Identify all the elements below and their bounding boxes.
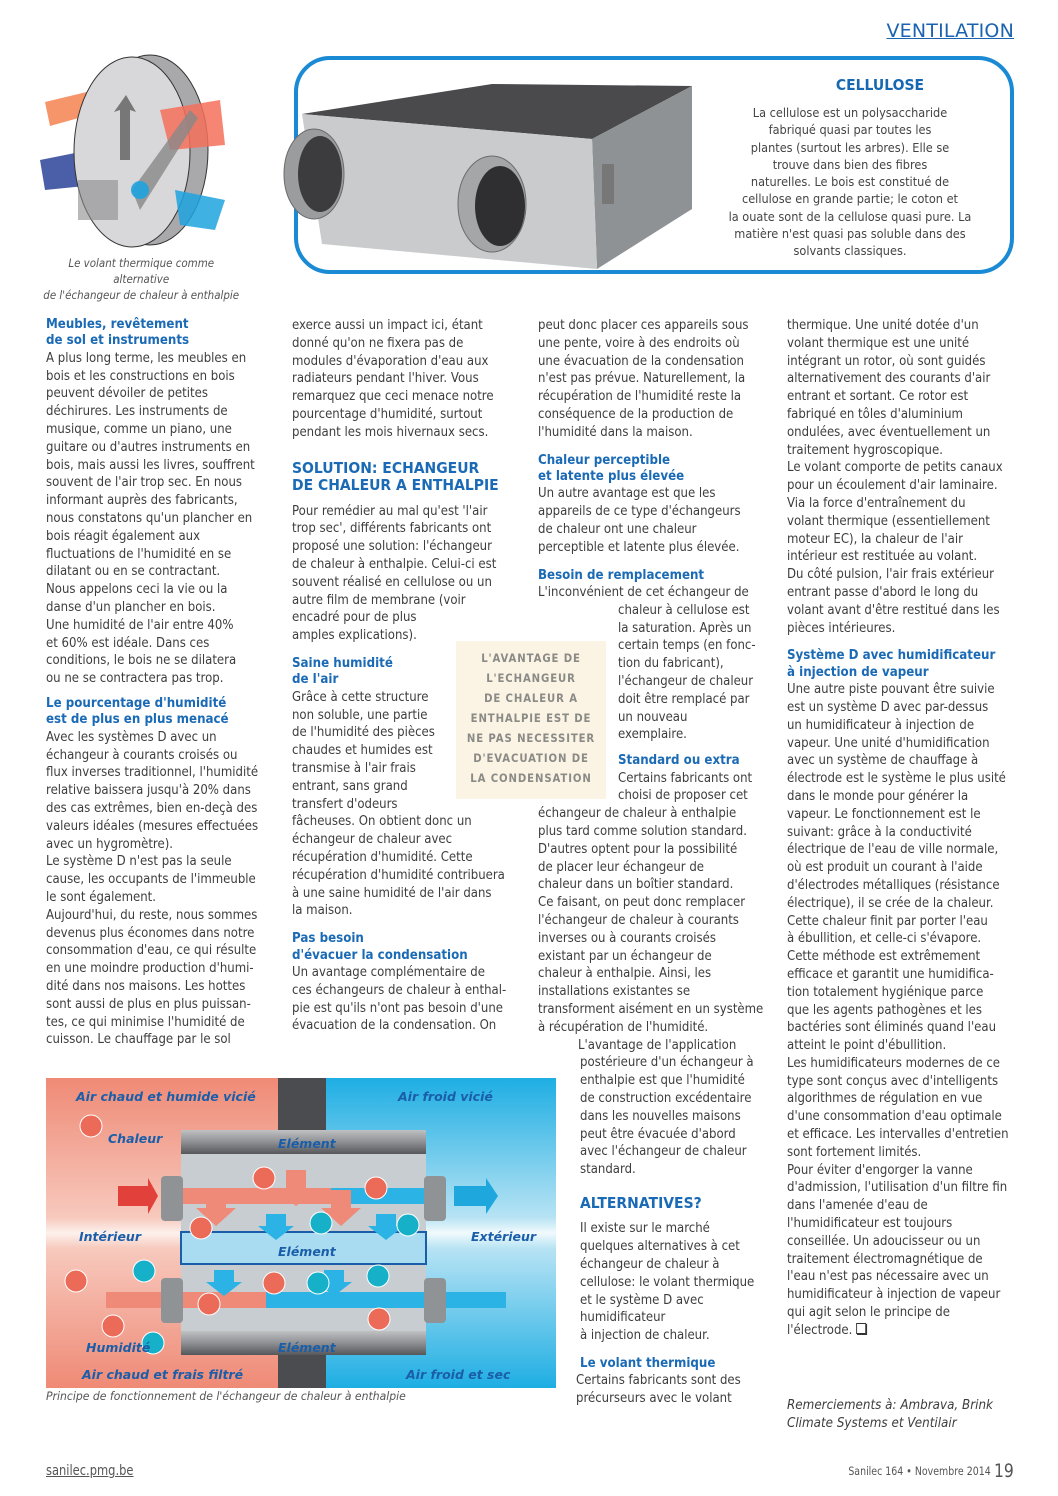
text-line: et le système D avec bbox=[580, 1292, 704, 1308]
text-line: bois, mais aussi les livres, souffrent bbox=[46, 457, 255, 473]
text-line: cause, les occupants de l'immeuble bbox=[46, 872, 256, 888]
text-line: de placer leur échangeur de bbox=[538, 859, 705, 875]
text-line: une pente, voire à des endroits où bbox=[538, 335, 740, 351]
heading-saine: Saine humidité de l'air bbox=[292, 655, 393, 688]
text-line: d'électrodes métalliques (résistance bbox=[787, 877, 1000, 893]
text-line: Pour éviter d'engorger la vanne bbox=[787, 1162, 973, 1178]
quote-line: L'AVANTAGE DE bbox=[481, 651, 581, 665]
text-line: Il existe sur le marché bbox=[580, 1221, 710, 1237]
text-line: et 60% est idéale. Dans ces bbox=[46, 635, 210, 651]
caption-line: Le volant thermique comme alternative bbox=[68, 257, 215, 286]
text-line: où est produit un courant à l'aide bbox=[787, 860, 983, 876]
enthalpy-exchanger-diagram bbox=[46, 1078, 556, 1388]
quote-line: LA CONDENSATION bbox=[470, 771, 592, 785]
text-line: Grâce à cette structure bbox=[292, 689, 429, 705]
warm-duct-bottom bbox=[106, 1292, 266, 1308]
paragraph-meubles bbox=[46, 350, 281, 688]
text-line: informant auprès des fabricants, bbox=[46, 493, 238, 509]
text-line: évacuation de la condensation. On bbox=[292, 1018, 497, 1034]
text-line: chaleur à cellulose est bbox=[618, 602, 750, 618]
label-element-middle: Elément bbox=[278, 1244, 336, 1259]
text-line: n'est pas prévue. Naturellement, la bbox=[538, 371, 746, 387]
text-line: pendant les mois hivernaux secs. bbox=[292, 424, 489, 440]
text-line: perceptible et latente plus élevée. bbox=[538, 539, 740, 555]
text-line: Certains fabricants ont bbox=[618, 770, 753, 786]
heading-meubles: Meubles, revêtement de sol et instruments bbox=[46, 317, 190, 349]
text-line: pourcentage d'humidité, surtout bbox=[292, 406, 483, 422]
text-line: l'humidificateur est toujours bbox=[787, 1216, 953, 1232]
text-line: la ouate sont de la cellulose quasi pure. La bbox=[728, 208, 972, 224]
text-line: est un système D avec par-dessus bbox=[787, 699, 989, 715]
text-line: donné qu'on ne fixera pas de bbox=[292, 335, 464, 351]
text-line: l'échangeur de chaleur à courants bbox=[538, 912, 739, 928]
text-line: traitement électromagnétique de bbox=[787, 1251, 983, 1267]
text-line: autre film de membrane (voir bbox=[292, 592, 466, 608]
text-line: naturelles. Le bois est constitué de bbox=[750, 174, 950, 190]
text-line: Nous appelons ceci la vie ou la bbox=[46, 582, 228, 598]
quote-line: NE PAS NECESSITER bbox=[466, 731, 596, 745]
text-line: non soluble, une partie bbox=[292, 707, 428, 723]
text-line: électrique), il se crée de la chaleur. bbox=[787, 895, 994, 911]
text-line: et efficace. Les intervalles d'entretien bbox=[787, 1127, 1009, 1143]
text-line: Via la force d'entraînement du bbox=[787, 495, 966, 511]
text-line: échangeur de chaleur à enthalpie bbox=[538, 806, 737, 822]
paragraph-continued bbox=[538, 317, 773, 442]
quote-line: DE CHALEUR A bbox=[484, 691, 578, 705]
paragraph-standard bbox=[538, 805, 773, 1036]
end-of-article-icon bbox=[856, 1323, 866, 1334]
website-link[interactable]: sanilec.pmg.be bbox=[46, 1463, 134, 1479]
text-line: proposé une solution: l'échangeur bbox=[292, 539, 492, 555]
text-line: relative baissera jusqu'à 20% dans bbox=[46, 783, 251, 799]
text-line: radiateurs pendant l'hiver. Vous bbox=[292, 371, 479, 387]
page-number: 19 bbox=[994, 1460, 1014, 1482]
text-line: à ébullition, et celle-ci s'évapore. bbox=[787, 931, 982, 947]
text-line: précurseurs avec le volant bbox=[576, 1391, 732, 1407]
text-line: à une saine humidité de l'air dans bbox=[292, 885, 492, 901]
text-line: Les humidificateurs modernes de ce bbox=[787, 1055, 1001, 1071]
column-3 bbox=[538, 317, 773, 1408]
heading-pourcentage: Le pourcentage d'humidité est de plus en plus menacé bbox=[46, 695, 229, 728]
text-line: postérieure d'un échangeur à bbox=[580, 1055, 754, 1071]
text-line: avec l'échangeur de chaleur bbox=[580, 1144, 747, 1160]
text-line: plus tard comme solution standard. bbox=[538, 823, 747, 839]
text-line: Un autre avantage est que les bbox=[538, 486, 716, 502]
text-line: pièces intérieures. bbox=[787, 620, 896, 636]
heading-standard: Standard ou extra bbox=[618, 753, 740, 769]
quote-line: L'ECHANGEUR bbox=[486, 671, 576, 685]
text-line: efficace et garantit une humidifica- bbox=[787, 966, 994, 982]
text-line: d'une consommation d'eau optimale bbox=[787, 1109, 1002, 1125]
text-line: enthalpie est que l'humidité bbox=[580, 1073, 745, 1089]
text-line: quelques alternatives à cet bbox=[580, 1239, 740, 1255]
text-line: Une humidité de l'air entre 40% bbox=[46, 617, 234, 633]
text-line: chaudes et humides est bbox=[292, 743, 433, 759]
text-line: dité dans nos maisons. Les hottes bbox=[46, 978, 246, 994]
diagram-caption: Principe de fonctionnement de l'échangeur de chaleur à enthalpie bbox=[46, 1389, 406, 1403]
text-line: valeurs idéales (mesures effectuées bbox=[46, 818, 259, 834]
text-line: doit être remplacé par bbox=[618, 691, 750, 707]
quote-line: ENTHALPIE EST DE bbox=[470, 711, 592, 725]
text-line: trouve dans bien des fibres bbox=[772, 156, 928, 172]
heading-chaleur: Chaleur perceptible et latente plus élevée bbox=[538, 452, 685, 484]
text-line: Avec les systèmes D avec un bbox=[46, 729, 217, 745]
text-line: vapeur. Une unité d'humidification bbox=[787, 735, 990, 751]
text-line: tion totalement hygiénique parce bbox=[787, 984, 984, 1000]
wheel-caption bbox=[40, 256, 242, 304]
paragraph-besoin: L'inconvénient de cet échangeur de bbox=[538, 584, 749, 600]
text-line: de construction excédentaire bbox=[580, 1090, 752, 1106]
text-line: peuvent dévoiler de petites bbox=[46, 386, 208, 402]
text-line: fabriqué quasi par toutes les bbox=[768, 122, 932, 138]
wheel-matrix bbox=[78, 180, 118, 220]
text-line: bois réagit également aux bbox=[46, 528, 201, 544]
text-line: dans le monde pour générer la bbox=[787, 788, 969, 804]
text-line: intérieur est restituée au volant. bbox=[787, 549, 978, 565]
text-line: entrant passe d'abord le long du bbox=[787, 584, 979, 600]
cold-air-arrow-out bbox=[175, 190, 225, 230]
text-line: ces échangeurs de chaleur à enthal- bbox=[292, 982, 507, 998]
text-line: intégrant un rotor, où sont guidés bbox=[787, 353, 986, 369]
paragraph-continued bbox=[787, 317, 1022, 637]
heat-wheel-illustration bbox=[40, 40, 240, 250]
text-line: un nouveau bbox=[618, 709, 688, 725]
text-line: l'eau n'est pas nécessaire avec un bbox=[787, 1269, 989, 1285]
text-line: Le système D n'est pas la seule bbox=[46, 854, 232, 870]
text-line: suivant: grâce à la conductivité bbox=[787, 824, 972, 840]
text-line: Du côté pulsion, l'air frais extérieur bbox=[787, 567, 994, 583]
paragraph-solution bbox=[292, 503, 527, 645]
text-line: atteint le point d'ébullition. bbox=[787, 1038, 947, 1054]
label-humidite: Humidité bbox=[86, 1340, 151, 1355]
paragraph-alternatives bbox=[580, 1220, 773, 1345]
text-line: à récupération de l'humidité. bbox=[538, 1019, 709, 1035]
text-line: sont fortement limités. bbox=[787, 1144, 922, 1160]
text-line: entrant et sortant. Ce rotor est bbox=[787, 389, 969, 405]
text-line: ondulées, avec éventuellement un bbox=[787, 424, 991, 440]
text-line: bactéries sont éliminés quand l'eau bbox=[787, 1020, 997, 1036]
text-line: standard. bbox=[580, 1162, 636, 1178]
text-line: fabriqué en tôles d'aluminium bbox=[787, 406, 963, 422]
label-bottom-right: Air froid et sec bbox=[406, 1367, 511, 1382]
airflow-swirl bbox=[131, 181, 149, 199]
text-line: qui agit selon le principe de bbox=[787, 1305, 950, 1321]
nozzle-left-bottom bbox=[161, 1278, 183, 1323]
text-line: avec un hygromètre). bbox=[46, 836, 174, 852]
text-line: matière n'est quasi pas soluble dans des bbox=[734, 226, 966, 242]
text-line: D'autres optent pour la possibilité bbox=[538, 841, 738, 857]
label-interieur: Intérieur bbox=[79, 1229, 141, 1244]
text-line: guitare ou d'autres instruments en bbox=[46, 439, 251, 455]
text-line: l'échangeur de chaleur bbox=[618, 673, 754, 689]
text-line: des cas extrêmes, bien en-deçà des bbox=[46, 800, 258, 816]
text-line: de chaleur à enthalpie. Celui-ci est bbox=[292, 556, 497, 572]
text-line: l'humidité dans la maison. bbox=[538, 424, 693, 440]
cellulose-title: CELLULOSE bbox=[835, 76, 925, 94]
heading-solution: SOLUTION: ECHANGEUR DE CHALEUR A ENTHALPIE bbox=[292, 458, 499, 495]
label-exterieur: Extérieur bbox=[471, 1229, 537, 1244]
text-line: amples explications). bbox=[292, 628, 417, 644]
text-line: dilatant ou en se contractant. bbox=[46, 564, 221, 580]
text-line: tion du fabricant), bbox=[618, 656, 724, 672]
paragraph-avantage-cont bbox=[580, 1054, 773, 1179]
label-top-right: Air froid vicié bbox=[398, 1089, 493, 1104]
text-line: ou ne se contractera pas trop. bbox=[46, 671, 224, 687]
text-line: pour un écoulement d'air laminaire. bbox=[787, 478, 998, 494]
issue-info bbox=[849, 1460, 1014, 1482]
text-line: exemplaire. bbox=[618, 727, 687, 743]
text-line: la maison. bbox=[292, 903, 353, 919]
text-line: de chaleur ont une chaleur bbox=[538, 521, 697, 537]
paragraph-besoin-wrapped bbox=[618, 602, 773, 744]
paragraph-chaleur bbox=[538, 485, 773, 556]
text-line: cellulose: le volant thermique bbox=[580, 1274, 755, 1290]
text-line: musique, comme un piano, une bbox=[46, 422, 232, 437]
nozzle-right-top bbox=[424, 1176, 446, 1221]
text-line: échangeur de chaleur avec bbox=[292, 832, 453, 848]
text-line: chaleur dans un boîtier standard. bbox=[538, 877, 734, 893]
text-line: pie est qu'ils n'ont pas besoin d'une bbox=[292, 1000, 503, 1016]
text-line: dans les nouvelles maisons bbox=[580, 1108, 741, 1124]
text-line: alternativement des courants d'air bbox=[787, 371, 991, 387]
text-line: conseillée. Un adoucisseur ou un bbox=[787, 1233, 981, 1249]
text-line: exerce aussi un impact ici, étant bbox=[292, 318, 483, 333]
text-line: tes, ce qui minimise l'humidité de bbox=[46, 1014, 245, 1030]
ventilation-unit-photo bbox=[262, 64, 702, 274]
text-line: avec un système de chauffage à bbox=[787, 753, 979, 769]
heading-pas-besoin: Pas besoin d'évacuer la condensation bbox=[292, 931, 468, 963]
text-line: danse d'un plancher en bois. bbox=[46, 599, 216, 615]
text-line: consommation d'eau, ce qui résulte bbox=[46, 943, 257, 959]
text-line: fluctuations de l'humidité en se bbox=[46, 546, 232, 562]
text-line: conditions, le bois ne se dilatera bbox=[46, 653, 237, 669]
quote-line: D'EVACUATION DE bbox=[473, 751, 589, 765]
text-line: transmise à l'air frais bbox=[292, 760, 416, 776]
text-line: existant par un échangeur de bbox=[538, 948, 712, 964]
column-4 bbox=[787, 317, 1022, 1340]
text-line: échangeur à courants croisés ou bbox=[46, 747, 238, 763]
text-line: inverses ou à courants croisés bbox=[538, 930, 716, 946]
text-line: Le volant comporte de petits canaux bbox=[787, 460, 1003, 476]
section-label: VENTILATION bbox=[886, 20, 1014, 42]
text-line: traitement hygroscopique. bbox=[787, 442, 943, 458]
text-line: moteur EC), la chaleur de l'air bbox=[787, 531, 963, 547]
text-line: volant thermique (essentiellement bbox=[787, 513, 990, 529]
text-line: solvants classiques. bbox=[793, 243, 907, 259]
text-line: remarquez que ceci menace notre bbox=[292, 389, 494, 405]
text-line: de l'humidité des pièces bbox=[292, 725, 435, 741]
text-line: chaleur à enthalpie. Ainsi, les bbox=[538, 966, 712, 982]
caption-line: de l'échangeur de chaleur à enthalpie bbox=[43, 289, 240, 302]
text-line: thermique. Une unité dotée d'un bbox=[787, 318, 979, 333]
text-line: le sont également. bbox=[46, 889, 156, 905]
text-line: Certains fabricants sont des bbox=[576, 1373, 741, 1389]
text-line: dans l'amenée d'eau de bbox=[787, 1198, 928, 1214]
text-line: humidificateur bbox=[580, 1310, 666, 1326]
paragraph-continued bbox=[292, 317, 527, 442]
label-bottom-left: Air chaud et frais filtré bbox=[82, 1367, 244, 1382]
text-line: choisi de proposer cet bbox=[618, 788, 748, 804]
text-line: type sont conçus avec d'intelligents bbox=[787, 1073, 999, 1089]
text-line: une évacuation de la condensation bbox=[538, 353, 744, 369]
text-line: peut être évacuée d'abord bbox=[580, 1126, 736, 1142]
issue-label: Sanilec 164 • Novembre 2014 bbox=[848, 1464, 991, 1478]
text-line: déchirures. Les instruments de bbox=[46, 404, 228, 420]
text-line: cellulose en grande partie; le coton et bbox=[741, 191, 959, 207]
text-line: certain temps (en fonc- bbox=[618, 638, 756, 654]
text-line: récupération d'humidité contribuera bbox=[292, 867, 505, 883]
text-line: trop sec', différents fabricants ont bbox=[292, 521, 492, 537]
text-line: algorithmes de régulation en vue bbox=[787, 1091, 983, 1107]
paragraph-standard-intro bbox=[618, 770, 773, 806]
text-line: encadré pour de plus bbox=[292, 610, 417, 626]
text-line: A plus long terme, les meubles en bbox=[46, 350, 247, 366]
paragraph-avantage: L'avantage de l'application bbox=[578, 1037, 737, 1053]
heading-systeme: Système D avec humidificateur à injection de vapeur bbox=[787, 648, 996, 680]
text-line: d'admission, l'utilisation d'un filtre fin bbox=[787, 1180, 1008, 1196]
text-line: nous constatons qu'un plancher en bbox=[46, 510, 253, 526]
text-line: fâcheuses. On obtient donc un bbox=[292, 814, 472, 830]
paragraph-systeme bbox=[787, 681, 1022, 1322]
text-line: humidificateur à injection de vapeur bbox=[787, 1287, 1001, 1303]
text-line: modules d'évaporation d'eau aux bbox=[292, 353, 489, 369]
label-element-bottom: Elément bbox=[278, 1340, 336, 1355]
label-top-left: Air chaud et humide vicié bbox=[76, 1089, 256, 1104]
text-line: souvent réalisé en cellulose ou un bbox=[292, 574, 492, 590]
text-line: cuisson. Le chauffage par le sol bbox=[46, 1032, 231, 1048]
text-line: récupération de l'humidité reste la bbox=[538, 389, 742, 405]
acknowledgements: Remerciements à: Ambrava, Brink Climate Systems et Ventilair bbox=[787, 1398, 993, 1431]
text-line: devenus plus économes dans notre bbox=[46, 925, 255, 941]
paragraph-pourcentage bbox=[46, 729, 281, 1049]
text-line: Cette méthode est extrêmement bbox=[787, 949, 981, 965]
text-line: peut donc placer ces appareils sous bbox=[538, 318, 749, 333]
nozzle-left-top bbox=[161, 1176, 183, 1221]
text-line: électrique de l'eau de ville normale, bbox=[787, 842, 999, 858]
text-line: Une autre piste pouvant être suivie bbox=[787, 682, 995, 698]
text-line: flux inverses traditionnel, l'humidité bbox=[46, 765, 259, 781]
text-line: bois et les constructions en bois bbox=[46, 368, 235, 384]
text-line: Aujourd'hui, du reste, nous sommes bbox=[46, 907, 258, 923]
label-chaleur: Chaleur bbox=[108, 1131, 163, 1146]
paragraph-pas-besoin bbox=[292, 964, 527, 1035]
text-line: entrant, sans grand bbox=[292, 778, 408, 794]
text-line: Un avantage complémentaire de bbox=[292, 964, 485, 980]
text-line: conséquence de la production de bbox=[538, 406, 734, 422]
text-line: transforment aisément en un système bbox=[538, 1001, 764, 1017]
cellulose-text bbox=[706, 104, 994, 260]
cold-duct-bottom bbox=[266, 1292, 506, 1308]
text-line: Pour remédier au mal qu'est 'l'air bbox=[292, 503, 488, 519]
nozzle-right-bottom bbox=[424, 1278, 446, 1323]
text-line: récupération d'humidité. Cette bbox=[292, 849, 473, 865]
text-line: échangeur de chaleur à bbox=[580, 1256, 720, 1272]
text-line: la saturation. Après un bbox=[618, 620, 752, 636]
text-line: installations existantes se bbox=[538, 984, 691, 1000]
heading-volant: Le volant thermique bbox=[580, 1355, 716, 1371]
heading-besoin: Besoin de remplacement bbox=[538, 567, 705, 583]
text-line: à injection de chaleur. bbox=[580, 1328, 710, 1344]
heading-alternatives: ALTERNATIVES? bbox=[580, 1193, 702, 1212]
text-line: en une moindre production d'humi- bbox=[46, 961, 254, 977]
paragraph-volant bbox=[576, 1372, 773, 1408]
text-line: électrode est le système le plus usité bbox=[787, 771, 1006, 787]
text-line: transfert d'odeurs bbox=[292, 796, 398, 812]
text-line: appareils de ce type d'échangeurs bbox=[538, 504, 741, 520]
text-line: que les agents pathogènes et les bbox=[787, 1002, 983, 1018]
text-line: vapeur. Le fonctionnement est le bbox=[787, 806, 981, 822]
text-line: sont aussi de plus en plus puissan- bbox=[46, 996, 251, 1012]
text-line: La cellulose est un polysaccharide bbox=[752, 105, 948, 120]
label-element-top: Elément bbox=[278, 1136, 336, 1151]
column-1 bbox=[46, 317, 281, 1049]
paragraph-last: l'électrode. bbox=[787, 1322, 1022, 1340]
text-line: plantes (surtout les arbres). Elle se bbox=[750, 139, 950, 155]
text-line: un humidificateur à injection de bbox=[787, 717, 975, 733]
text-line: Cette chaleur finit par porter l'eau bbox=[787, 913, 988, 929]
text-line: volant thermique est une unité bbox=[787, 335, 970, 351]
text-line: souvent de l'air trop sec. En nous bbox=[46, 475, 243, 491]
text-line: Ce faisant, on peut donc remplacer bbox=[538, 895, 746, 911]
text-line: volant avant d'être restitué dans les bbox=[787, 602, 1000, 618]
